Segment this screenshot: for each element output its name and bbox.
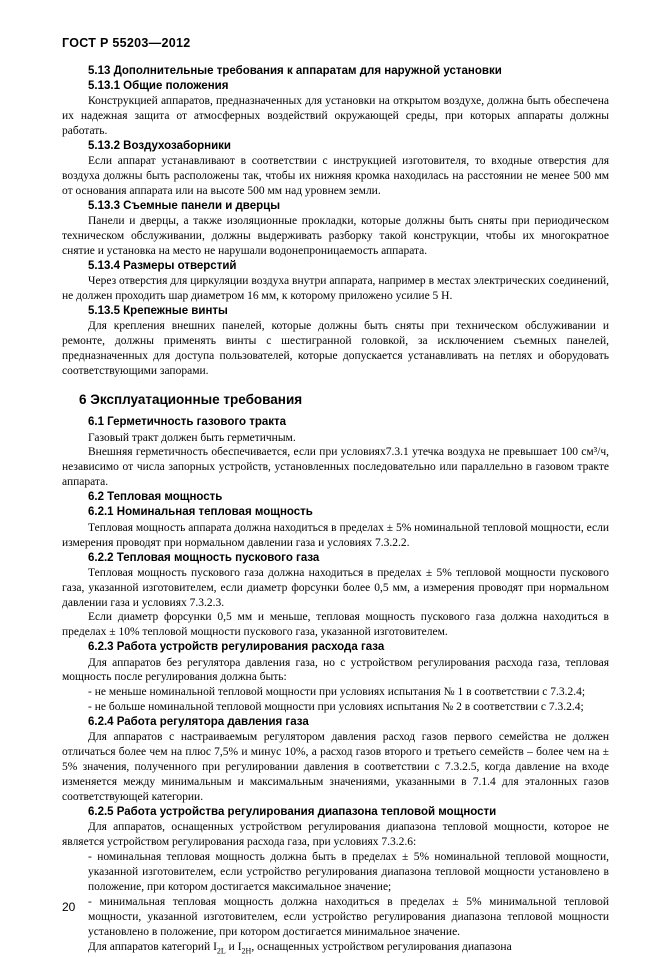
section-heading: 5.13 Дополнительные требования к аппаратам для наружной установки: [88, 65, 502, 77]
paragraph: Для крепления внешних панелей, которые должны быть сняты при техническом обслуживании и ремонте, должны применять винты с шестигранной головкой, за исключением съемных панелей, предназначенных для доступа пользователей, которые допускается устанавливать на петлях и оборудовать соответствующими запорами.: [62, 320, 609, 378]
paragraph: Газовый тракт должен быть герметичным.: [88, 431, 296, 444]
paragraph: Если аппарат устанавливают в соответствии с инструкцией изготовителя, то входные отверстия для воздуха должны быть расположены так, чтобы их нижняя кромка находилась на расстоянии не менее 500 мм от основания аппарата или на высоте 500 мм над уровнем земли.: [62, 155, 609, 198]
page-number: 20: [62, 900, 76, 914]
paragraph-text-mid: и I: [225, 940, 242, 953]
section-heading: 5.13.4 Размеры отверстий: [88, 260, 237, 273]
paragraph: Если диаметр форсунки 0,5 мм и меньше, тепловая мощность пускового газа должна находиться в пределах ± 10% тепловой мощности пускового газа, указанной изготовителем.: [62, 611, 609, 639]
paragraph: Через отверстия для циркуляции воздуха внутри аппарата, например в местах электрических соединений, не должен проходить шар диаметром 16 мм, к которому приложено усилие 5 Н.: [62, 275, 609, 303]
list-item: - не больше номинальной тепловой мощности при условиях испытания № 2 в соответствии с 7.3.2.4;: [88, 701, 584, 714]
paragraph: Панели и дверцы, а также изоляционные прокладки, которые должны быть сняты при периодическом техническом обслуживании, должны выдерживать разборку такой конструкции, чтобы их многократное снятие и установка на место не нарушали водонепроницаемость аппарата.: [62, 215, 609, 258]
paragraph: Для аппаратов, оснащенных устройством регулирования диапазона тепловой мощности, которое не является устройством регулирования расхода газа, при условиях 7.3.2.6:: [62, 821, 609, 849]
section-heading: 5.13.2 Воздухозаборники: [88, 140, 231, 153]
section-heading: 5.13.3 Съемные панели и дверцы: [88, 200, 281, 213]
section-heading: 6.2.1 Номинальная тепловая мощность: [88, 506, 313, 519]
section-heading: 5.13.5 Крепежные винты: [88, 305, 228, 318]
section-heading: 6.2.4 Работа регулятора давления газа: [88, 716, 309, 729]
document-header: ГОСТ Р 55203—2012: [62, 36, 191, 50]
section-heading: 6.2.5 Работа устройства регулирования диапазона тепловой мощности: [88, 806, 497, 819]
paragraph: Тепловая мощность пускового газа должна находиться в пределах ± 5% тепловой мощности пускового газа, указанной изготовителем, если диаметр форсунки более 0,5 мм, а измерения проводят при нормальном давлении газа и условиях 7.3.2.3.: [62, 566, 609, 609]
paragraph: Для аппаратов без регулятора давления газа, но с устройством регулирования расхода газа, тепловая мощность после регулирования должна быть:: [62, 656, 609, 684]
paragraph: Тепловая мощность аппарата должна находиться в пределах ± 5% номинальной тепловой мощности, если измерения проводят при нормальном давлении газа и условиях 7.3.2.2.: [62, 521, 609, 549]
section-heading: 6.2.2 Тепловая мощность пускового газа: [88, 551, 320, 564]
section-heading: 6.1 Герметичность газового тракта: [88, 416, 287, 429]
section-heading: 6.2 Тепловая мощность: [88, 491, 223, 504]
document-body: [62, 64, 609, 957]
paragraph-text-before: Для аппаратов категорий I: [88, 940, 217, 953]
subscript-1: 2L: [216, 946, 226, 956]
chapter-heading: 6 Эксплуатационные требования: [79, 392, 303, 408]
paragraph-text-after: , оснащенных устройством регулирования диапазона: [251, 940, 512, 953]
section-heading: 5.13.1 Общие положения: [88, 80, 229, 93]
list-item: - минимальная тепловая мощность должна находиться в пределах ± 5% минимальной тепловой мощности, указанной изготовителем, если устройство регулирования диапазона тепловой мощности установлено в положение, при котором достигается минимальное значение.: [88, 896, 609, 938]
paragraph: Для аппаратов с настраиваемым регулятором давления расход газов первого семейства не должен отличаться более чем на плюс 7,5% и минус 10%, а расход газов второго и третьего семейств – более чем на ± 5% значения, полученного при регулировании давления в соответствии с 7.3.2.5, когда давление на входе изменяется между минимальным и максимальным значениями, указанными в 7.1.4 для эталонных газов соответствующей категории.: [62, 731, 609, 804]
section-heading: 6.2.3 Работа устройств регулирования расхода газа: [88, 641, 385, 654]
paragraph-with-subscripts: [62, 940, 609, 957]
paragraph: Внешняя герметичность обеспечивается, если при условиях7.3.1 утечка воздуха не превышает 100 см³/ч, независимо от числа запорных устройств, установленных последовательно или параллельно в газовом тракте аппарата.: [62, 446, 609, 489]
list-item: - номинальная тепловая мощность должна быть в пределах ± 5% номинальной тепловой мощности, указанной изготовителем, если устройство регулирования диапазона тепловой мощности установлено в положение, при котором достигается максимальное значение;: [88, 851, 609, 894]
list-item: - не меньше номинальной тепловой мощности при условиях испытания № 1 в соответствии с 7.3.2.4;: [88, 686, 586, 699]
subscript-2: 2Н: [241, 946, 252, 956]
paragraph: Конструкцией аппаратов, предназначенных для установки на открытом воздухе, должна быть обеспечена их надежная защита от атмосферных воздействий окружающей среды, при которых аппараты должны работать.: [62, 95, 609, 138]
